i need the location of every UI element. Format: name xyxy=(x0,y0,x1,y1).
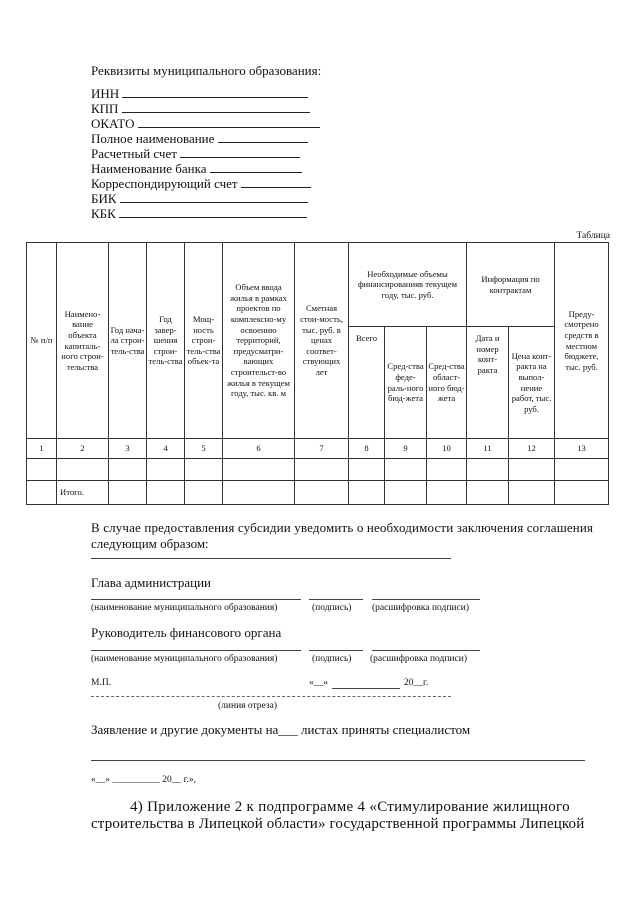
head-fin-decode-line[interactable] xyxy=(372,650,480,651)
stamp-date-open: «__» xyxy=(309,678,328,688)
col-number: 2 xyxy=(57,439,109,459)
col-contract-price-header: Цена конт-ракта на выпол-нение работ, тыс. руб. xyxy=(509,327,555,439)
table-cell[interactable] xyxy=(349,481,385,505)
col-num-header: № п/п xyxy=(27,243,57,439)
col-federal-header: Сред-ства феде-раль-ного бюд-жета xyxy=(385,327,427,439)
table-row xyxy=(27,459,609,481)
col-number: 10 xyxy=(427,439,467,459)
table-cell[interactable] xyxy=(385,459,427,481)
col-number: 5 xyxy=(185,439,223,459)
table-cell[interactable] xyxy=(349,459,385,481)
table-cell[interactable] xyxy=(555,459,609,481)
column-numbers-row xyxy=(27,439,609,459)
col-number: 4 xyxy=(147,439,185,459)
table-cell[interactable] xyxy=(467,481,509,505)
table-cell[interactable] xyxy=(467,459,509,481)
col-total-header: Всего xyxy=(349,327,385,439)
data-table xyxy=(26,242,609,505)
total-row xyxy=(27,481,609,505)
table-cell[interactable] xyxy=(385,481,427,505)
head-fin-cap-sign: (подпись) xyxy=(312,654,352,664)
field-corr-account xyxy=(91,176,311,191)
field-kbk-label: КБК xyxy=(91,206,116,221)
table-cell[interactable] xyxy=(147,481,185,505)
head-admin-cap-mo: (наименование муниципального образования) xyxy=(91,603,278,613)
table-cell[interactable] xyxy=(295,459,349,481)
col-number: 11 xyxy=(467,439,509,459)
head-fin-cap-decode: (расшифровка подписи) xyxy=(370,654,467,664)
cut-line-caption: (линия отреза) xyxy=(218,701,278,711)
table-cell[interactable] xyxy=(27,481,57,505)
table-cell[interactable] xyxy=(427,481,467,505)
field-okato xyxy=(91,116,320,131)
field-bik xyxy=(91,191,308,206)
field-kbk-input[interactable] xyxy=(119,206,307,218)
field-account-label: Расчетный счет xyxy=(91,146,177,161)
table-cell[interactable] xyxy=(27,459,57,481)
head-fin-mo-line[interactable] xyxy=(91,650,301,651)
table-cell[interactable] xyxy=(57,459,109,481)
head-admin-mo-line[interactable] xyxy=(91,599,301,600)
head-fin-title: Руководитель финансового органа xyxy=(91,625,282,640)
table-cell[interactable] xyxy=(427,459,467,481)
requisites-heading: Реквизиты муниципального образования: xyxy=(91,63,322,78)
col-contract-date-header: Дата и номер конт-ракта xyxy=(467,327,509,439)
table-cell[interactable] xyxy=(223,459,295,481)
table-cell[interactable] xyxy=(109,481,147,505)
stamp-date-year: 20__г. xyxy=(404,678,429,688)
field-account xyxy=(91,146,300,161)
col-number: 1 xyxy=(27,439,57,459)
table-cell[interactable] xyxy=(295,481,349,505)
col-year-start-header: Год нача-ла строи-тель-ства xyxy=(109,243,147,439)
field-corr-account-label: Корреспондирующий счет xyxy=(91,176,238,191)
col-capacity-header: Мощ-ность строи-тель-ства объек-та xyxy=(185,243,223,439)
field-bank xyxy=(91,161,302,176)
receipt-date: «__» __________ 20__ г.», xyxy=(91,775,196,785)
field-okato-label: ОКАТО xyxy=(91,116,135,131)
col-regional-header: Сред-ства област-ного бюд-жета xyxy=(427,327,467,439)
field-kpp xyxy=(91,101,310,116)
field-kpp-input[interactable] xyxy=(122,101,310,113)
col-number: 3 xyxy=(109,439,147,459)
notice-blank-line[interactable] xyxy=(91,558,451,559)
col-local-budget-header: Преду-смотрено средств в местном бюджете, тыс. руб. xyxy=(555,243,609,439)
field-bik-input[interactable] xyxy=(120,191,308,203)
col-contracts-header: Информация по контрактам xyxy=(467,243,555,327)
head-admin-title: Глава администрации xyxy=(91,575,212,590)
field-bank-label: Наименование банка xyxy=(91,161,207,176)
notice-line-2: следующим образом: xyxy=(91,536,209,551)
field-inn xyxy=(91,86,308,101)
col-number: 12 xyxy=(509,439,555,459)
table-caption: Таблица xyxy=(576,231,610,241)
total-label: Итого. xyxy=(57,481,109,505)
col-volume-header: Объем ввода жилья в рамках проектов по комплексно-му освоению территорий, предусматри-вающих строительст-во жилья в текущем году, тыс. кв. м xyxy=(223,243,295,439)
head-admin-decode-line[interactable] xyxy=(372,599,480,600)
receipt-text: Заявление и другие документы на___ листах приняты специалистом xyxy=(91,722,471,737)
col-year-end-header: Год завер-шения строи-тель-ства xyxy=(147,243,185,439)
col-number: 8 xyxy=(349,439,385,459)
col-number: 9 xyxy=(385,439,427,459)
col-number: 13 xyxy=(555,439,609,459)
receipt-specialist-line[interactable] xyxy=(91,760,585,761)
field-okato-input[interactable] xyxy=(138,116,320,128)
table-cell[interactable] xyxy=(509,481,555,505)
field-corr-account-input[interactable] xyxy=(241,176,311,188)
table-cell[interactable] xyxy=(109,459,147,481)
col-financing-header: Необходимые объемы финансированияв текущем году, тыс. руб. xyxy=(349,243,467,327)
table-cell[interactable] xyxy=(509,459,555,481)
field-bank-input[interactable] xyxy=(210,161,302,173)
field-inn-label: ИНН xyxy=(91,86,120,101)
field-full-name-input[interactable] xyxy=(218,131,308,143)
field-account-input[interactable] xyxy=(180,146,300,158)
table-cell[interactable] xyxy=(223,481,295,505)
col-number: 7 xyxy=(295,439,349,459)
head-admin-cap-sign: (подпись) xyxy=(312,603,352,613)
col-name-header: Наимено-вание объекта капиталь-ного строи-тельства xyxy=(57,243,109,439)
head-fin-sign-line[interactable] xyxy=(309,650,363,651)
stamp-date-line[interactable] xyxy=(332,688,400,689)
head-fin-cap-mo: (наименование муниципального образования) xyxy=(91,654,278,664)
table-cell[interactable] xyxy=(185,481,223,505)
field-kbk xyxy=(91,206,307,221)
notice-line-1: В случае предоставления субсидии уведомить о необходимости заключения соглашения xyxy=(91,520,594,535)
table-cell[interactable] xyxy=(147,459,185,481)
cut-line xyxy=(91,696,451,697)
stamp-mp: М.П. xyxy=(91,678,112,688)
head-admin-cap-decode: (расшифровка подписи) xyxy=(372,603,469,613)
table-cell[interactable] xyxy=(555,481,609,505)
field-kpp-label: КПП xyxy=(91,101,119,116)
table-cell[interactable] xyxy=(185,459,223,481)
appendix-line-1: 4) Приложение 2 к подпрограмме 4 «Стимулирование жилищного xyxy=(130,799,570,815)
appendix-line-2: строительства в Липецкой области» государственной программы Липецкой xyxy=(91,816,585,832)
col-number: 6 xyxy=(223,439,295,459)
field-inn-input[interactable] xyxy=(122,86,308,98)
field-full-name-label: Полное наименование xyxy=(91,131,215,146)
field-full-name xyxy=(91,131,308,146)
col-cost-header: Сметная стои-мость, тыс. руб. в ценах соответ-ствующих лет xyxy=(295,243,349,439)
field-bik-label: БИК xyxy=(91,191,117,206)
head-admin-sign-line[interactable] xyxy=(309,599,363,600)
